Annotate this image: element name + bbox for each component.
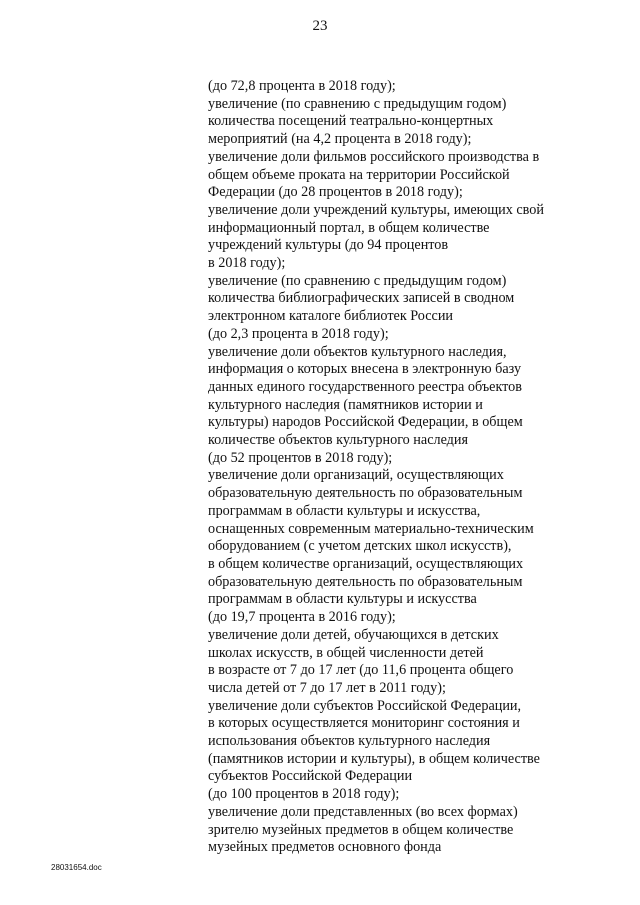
text-line: зрителю музейных предметов в общем количестве	[208, 821, 514, 838]
text-line: (памятников истории и культуры), в общем количестве	[208, 750, 540, 767]
text-line: увеличение (по сравнению с предыдущим годом)	[208, 272, 507, 289]
text-line: субъектов Российской Федерации	[208, 768, 413, 785]
text-line: количества библиографических записей в сводном	[208, 290, 515, 307]
text-line: культурного наследия (памятников истории и	[208, 396, 483, 413]
text-line: увеличение доли объектов культурного наследия,	[208, 343, 507, 360]
text-line: увеличение доли субъектов Российской Федерации,	[208, 697, 522, 714]
text-line: образовательную деятельность по образовательным	[208, 485, 523, 502]
text-line: (до 100 процентов в 2018 году);	[208, 786, 400, 803]
text-line: программам в области культуры и искусства,	[208, 502, 481, 519]
text-line: увеличение доли представленных (во всех формах)	[208, 803, 518, 820]
text-line: в которых осуществляется мониторинг состояния и	[208, 715, 520, 732]
text-line: в 2018 году);	[208, 255, 286, 272]
text-line: мероприятий (на 4,2 процента в 2018 году);	[208, 131, 472, 148]
text-line: в возрасте от 7 до 17 лет (до 11,6 процента общего	[208, 662, 514, 679]
text-line: числа детей от 7 до 17 лет в 2011 году);	[208, 679, 446, 696]
text-line: информационный портал, в общем количестве	[208, 219, 490, 236]
text-line: информация о которых внесена в электронную базу	[208, 361, 522, 378]
text-line: количестве объектов культурного наследия	[208, 432, 469, 449]
text-line: оборудованием (с учетом детских школ искусств),	[208, 538, 512, 555]
text-line: (до 72,8 процента в 2018 году);	[208, 78, 396, 94]
text-line: оснащенных современным материально-техническим	[208, 520, 534, 537]
text-line: увеличение доли детей, обучающихся в детских	[208, 626, 499, 643]
text-line: программам в области культуры и искусства	[208, 591, 477, 608]
text-line: (до 52 процентов в 2018 году);	[208, 449, 393, 466]
text-line: увеличение доли организаций, осуществляющих	[208, 467, 504, 484]
text-line: количества посещений театрально-концертных	[208, 113, 494, 130]
text-line: (до 19,7 процента в 2016 году);	[208, 609, 396, 626]
text-line: Федерации (до 28 процентов в 2018 году);	[208, 184, 463, 201]
text-line: (до 2,3 процента в 2018 году);	[208, 325, 389, 342]
text-line: учреждений культуры (до 94 процентов	[208, 237, 449, 254]
text-line: увеличение доли учреждений культуры, имеющих свой	[208, 201, 544, 218]
text-line: увеличение доли фильмов российского производства в	[208, 148, 540, 165]
document-body	[208, 78, 608, 857]
text-line: образовательную деятельность по образовательным	[208, 573, 523, 590]
text-line: культуры) народов Российской Федерации, в общем	[208, 414, 523, 431]
text-line: данных единого государственного реестра объектов	[208, 378, 522, 395]
text-line: использования объектов культурного наследия	[208, 733, 491, 750]
footer-filename: 28031654.doc	[51, 863, 102, 872]
text-line: музейных предметов основного фонда	[208, 839, 442, 856]
page-number: 23	[312, 18, 328, 34]
text-line: электронном каталоге библиотек России	[208, 308, 454, 325]
text-line: общем объеме проката на территории Российской	[208, 166, 510, 183]
text-line: школах искусств, в общей численности детей	[208, 644, 484, 661]
text-line: в общем количестве организаций, осуществляющих	[208, 555, 524, 572]
text-line: увеличение (по сравнению с предыдущим годом)	[208, 95, 507, 112]
